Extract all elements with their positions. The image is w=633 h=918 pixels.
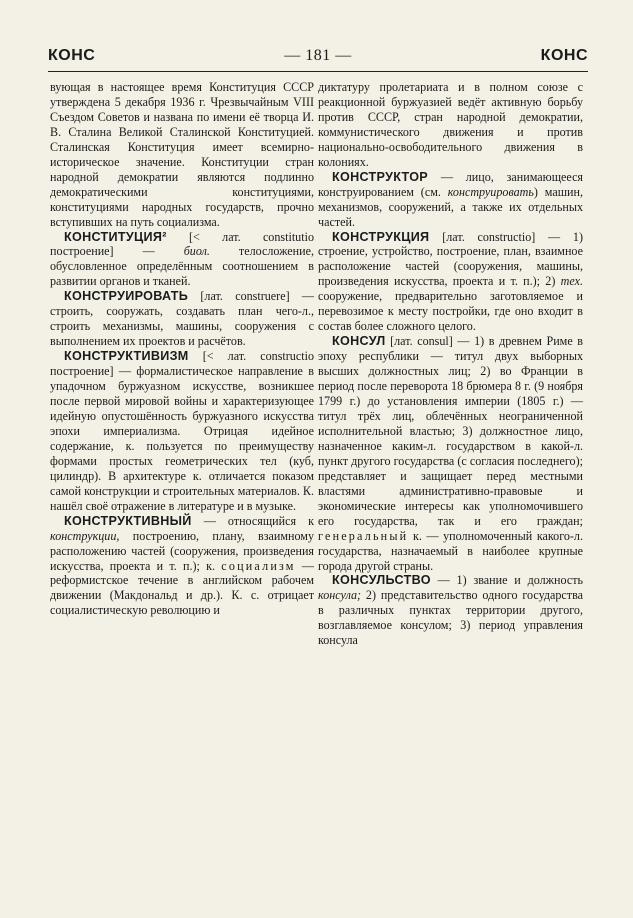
running-header — [48, 47, 588, 69]
entry-text: сооружение, предварительно заготовляемое и перевозимое к месту постройки, где оно входит в состав более сложного целого. — [318, 289, 583, 334]
cross-reference: консула; — [318, 588, 362, 603]
page-number: — 181 — — [284, 47, 352, 64]
continued-entry-text: вующая в настоящее время Конституция СССР утверждена 5 декабря 1936 г. Чрезвычайным VIII Съездом Советов и названа по имени её творца И. В. Сталина Великой Сталинской Конституцией. Сталинская Конституция имеет всемирно-историческое значение. Конституции стран народной демократии являются подлинно демократическими конституциями, конституциями народных государств, прочно вступивших на путь социализма. — [50, 80, 314, 229]
entry-text: к. — уполномоченный какого-л. государства, назначаемый в наиболее крупные города другой страны. — [318, 528, 583, 573]
header-left-guideword: КОНС — [48, 47, 96, 64]
entry-text: [< лат. constitutio построение] — — [50, 229, 314, 259]
entry-konstruktor — [318, 170, 583, 230]
entry-headword: КОНСТРУКТОР — [332, 169, 428, 184]
entry-headword: КОНСТРУКЦИЯ — [332, 229, 430, 244]
entry-headword: КОНСТИТУЦИЯ² — [64, 229, 167, 244]
entry-text: построению, плану, взаимному расположению частей (сооружения, произведения искусства, проекта и т. п.); к. — [50, 528, 314, 573]
continued-entry-text: диктатуру пролетариата и в полном союзе с реакционной буржуазией ведёт активную борьбу против СССР, стран народной демократии, коммунистического движения и против национально-освободительного движения в колониях. — [318, 80, 583, 169]
entry-konsulstvo — [318, 573, 583, 648]
left-column — [50, 80, 314, 618]
entry-konstruktivnyy — [50, 514, 314, 619]
entry-konsul — [318, 334, 583, 573]
entry-text: [лат. constructio] — 1) строение, устройство, построение, план, взаимное расположение частей (сооружения, машины, произведения искусства, проекта и т. п.); 2) — [318, 229, 583, 289]
entry-text: [< лат. constructio построение] — формалистическое направление в упадочном буржуазном искусстве, возникшее после первой мировой войны и характеризующее идейную опустошённость буржуазного искусства эпохи империализма. Отрицая идейное содержание, к. пользуется по преимуществу формами простых геометрических тел (куб, цилиндр). В архитектуре к. отличается показом самой конструкции и строительных материалов. К. нашёл своё отражение в литературе и в музыке. — [50, 349, 314, 513]
spaced-term: социализм — [221, 558, 296, 573]
entry-konstruirovat — [50, 289, 314, 349]
entry-text: телосложение, обусловленное определённым соотношением в развитии органов и тканей. — [50, 244, 314, 289]
cross-reference: конструировать — [447, 184, 534, 199]
entry-headword: КОНСТРУИРОВАТЬ — [64, 289, 189, 304]
entry-text: 2) представительство одного государства в различных пунктах территории другого, возглавляемое консулом; 3) период управления консула — [318, 588, 583, 648]
field-label: биол. — [183, 244, 210, 259]
right-column — [318, 80, 583, 648]
entry-text: — лицо, занимающееся конструированием (см. — [318, 169, 583, 199]
entry-text: — 1) звание и должность — [430, 573, 583, 588]
entry-konstitutsiya-2 — [50, 230, 314, 290]
entry-headword: КОНСТРУКТИВНЫЙ — [64, 513, 192, 528]
header-rule — [48, 71, 588, 72]
entry-text: — реформистское течение в английском рабочем движении (Макдональд и др.). К. с. отрицает социалистическую революцию и — [50, 558, 314, 618]
field-label: тех. — [560, 274, 583, 289]
entry-text: — относящийся к — [191, 513, 314, 528]
entry-konstruktivizm — [50, 349, 314, 513]
header-right-guideword: КОНС — [540, 47, 588, 64]
cross-reference: конструкции, — [50, 528, 120, 543]
entry-text: ) машин, механизмов, сооружений, а также их отдельных частей. — [318, 184, 583, 229]
entry-headword: КОНСУЛ — [332, 334, 386, 349]
entry-text: [лат. construere] — строить, сооружать, создавать план чего-л., строить механизмы, машины, сооружения с выполнением их проектов и расчётов. — [50, 289, 314, 349]
spaced-term: генеральный — [318, 528, 409, 543]
entry-headword: КОНСТРУКТИВИЗМ — [64, 349, 189, 364]
entry-konstruktsiya — [318, 230, 583, 335]
entry-text: [лат. consul] — 1) в древнем Риме в эпоху республики — титул двух выборных высших должностных лиц; 2) во Франции в период после переворота 18 брюмера 8 г. (9 ноября 1799 г.) до установления империи (1805 г.) — титул трёх лиц, облечённых неограниченной исполнительной властью; 3) должностное лицо, назначенное каким-л. государством в какой-л. пункт другого государства (с согласия последнего); представляет и защищает перед местными властями административно-правовые и экономические интересы как уполномочившего его государства, так и его граждан; — [318, 334, 583, 528]
entry-headword: КОНСУЛЬСТВО — [332, 573, 431, 588]
